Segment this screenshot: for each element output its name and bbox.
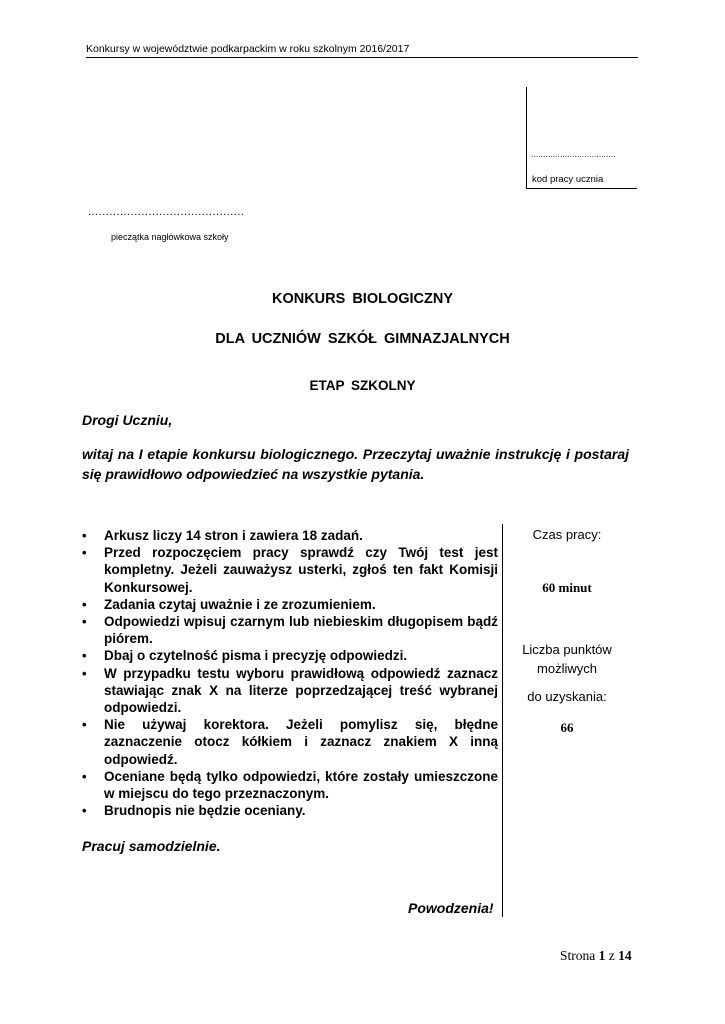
greeting: Drogi Uczniu,: [82, 412, 173, 428]
list-item: • W przypadku testu wyboru prawidłową odpowiedź zaznacz stawiając znak X na literze poprzedzającej treść wybranej odpowiedzi.: [82, 665, 498, 716]
student-code-label: kod pracy ucznia: [532, 174, 604, 185]
school-stamp-field: ............................................: [88, 206, 245, 218]
bullet-icon: •: [82, 614, 87, 630]
instructions-list: [82, 527, 498, 819]
header-divider: [86, 57, 638, 58]
bullet-icon: •: [82, 665, 87, 681]
bullet-icon: •: [82, 648, 87, 664]
intro-paragraph: witaj na I etapie konkursu biologicznego. Przeczytaj uważnie instrukcję i postaraj się prawidłowo odpowiedzieć na wszystkie pytania.: [82, 446, 629, 482]
list-item: • Arkusz liczy 14 stron i zawiera 18 zadań.: [82, 528, 363, 543]
list-item: • Brudnopis nie będzie oceniany.: [82, 803, 306, 819]
student-code-box-bottom: [526, 188, 637, 189]
list-item: • Oceniane będą tylko odpowiedzi, które zostały umieszczone w miejscu do tego przeznaczonym.: [82, 768, 498, 802]
bullet-icon: •: [82, 596, 87, 612]
points-value: 66: [560, 720, 574, 735]
time-label: Czas pracy:: [532, 527, 602, 542]
good-luck-note: Powodzenia!: [408, 900, 494, 916]
school-stamp-label: pieczątka nagłówkowa szkoły: [111, 232, 229, 242]
bullet-icon: •: [82, 545, 87, 561]
page-title: KONKURS BIOLOGICZNY: [271, 291, 454, 307]
stage-title: ETAP SZKOLNY: [309, 378, 416, 393]
list-item: • Nie używaj korektora. Jeżeli pomylisz się, błędne zaznaczenie otocz kółkiem i zaznacz znakiem X inną odpowiedź.: [82, 717, 498, 767]
points-label-continued: do uzyskania:: [527, 689, 607, 704]
page-total: 14: [618, 948, 632, 963]
work-alone-note: Pracuj samodzielnie.: [82, 838, 221, 854]
list-item: • Dbaj o czytelność pisma i precyzję odpowiedzi.: [82, 648, 408, 664]
student-code-box-border: [526, 87, 527, 189]
page-separator: z: [608, 948, 615, 963]
page-current: 1: [598, 948, 606, 963]
bullet-icon: •: [82, 768, 87, 784]
page-subtitle: DLA UCZNIÓW SZKÓŁ GIMNAZJALNYCH: [215, 331, 510, 347]
bullet-icon: •: [82, 528, 87, 543]
header-text: Konkursy w województwie podkarpackim w roku szkolnym 2016/2017: [86, 43, 410, 55]
time-value: 60 minut: [542, 580, 592, 595]
bullet-icon: •: [82, 717, 87, 733]
list-item: • Zadania czytaj uważnie i ze zrozumieniem.: [82, 596, 376, 612]
page-prefix: Strona: [560, 948, 596, 963]
page-number: [560, 948, 632, 964]
list-item: • Odpowiedzi wpisuj czarnym lub niebieskim długopisem bądź piórem.: [82, 614, 498, 647]
student-code-field[interactable]: ...................................: [531, 150, 616, 159]
bullet-icon: •: [82, 803, 87, 819]
list-item: • Przed rozpoczęciem pracy sprawdź czy Twój test jest kompletny. Jeżeli zauważysz usterki, zgłoś ten fakt Komisji Konkursowej.: [82, 545, 498, 595]
points-label: Liczba punktów możliwych: [522, 642, 612, 676]
